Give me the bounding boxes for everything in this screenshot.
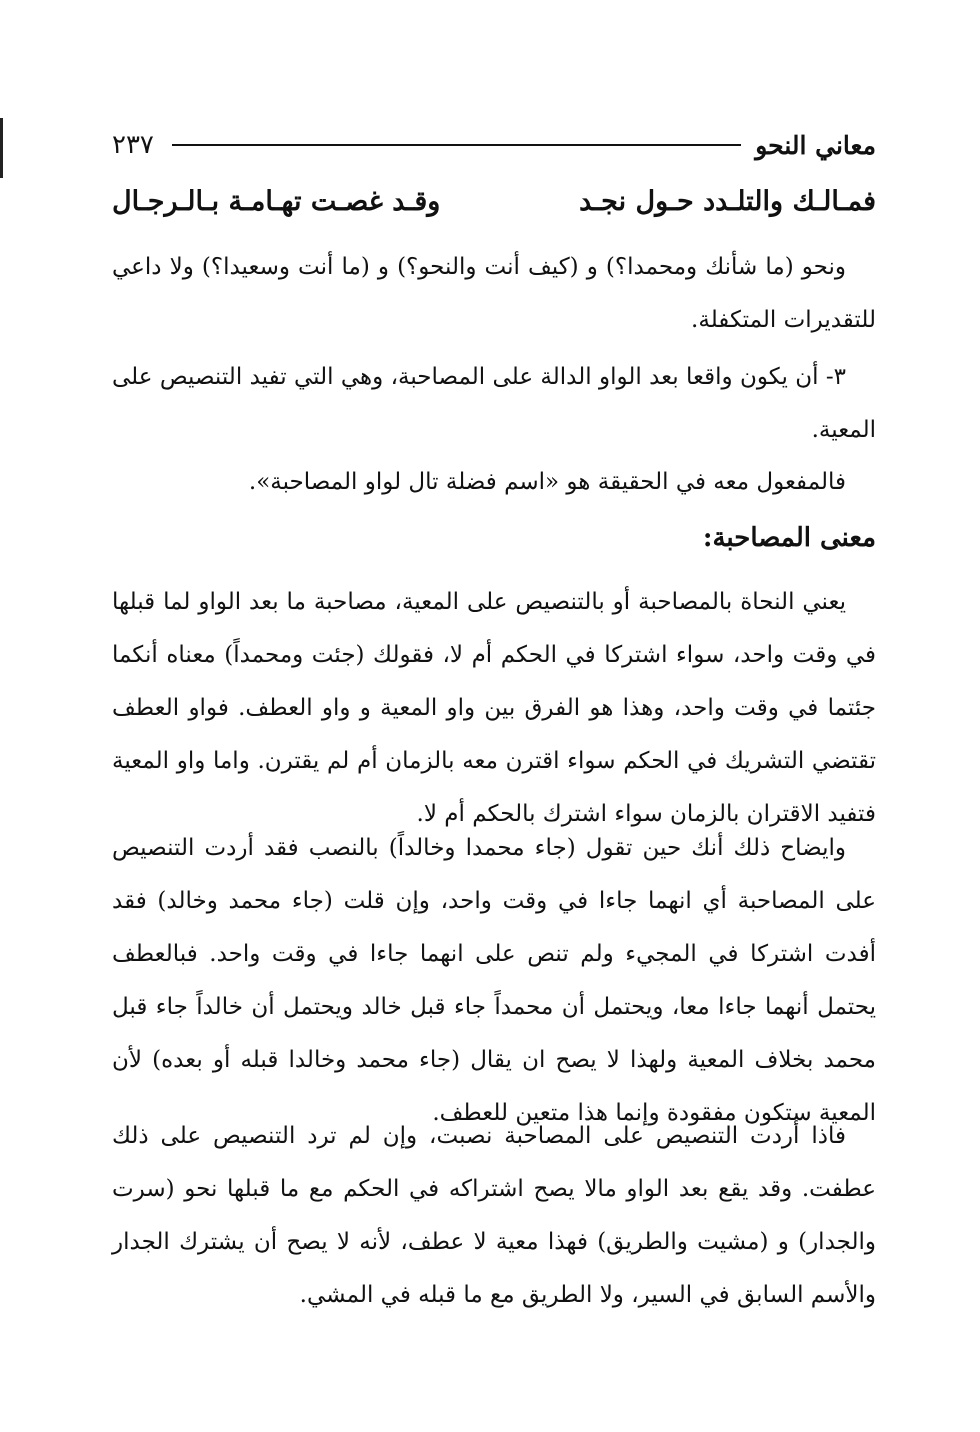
body-paragraph-1: يعني النحاة بالمصاحبة أو بالتنصيص على المعية، مصاحبة ما بعد الواو لما قبلها في وقت واحد، سواء اشتركا في الحكم أم لا، فقولك (جئت ومحمداً) معناه أنكما جئتما في وقت واحد، وهذا هو الفرق بين واو المعية و واو العطف. فواو العطف تقتضي التشريك في الحكم سواء اقترن معه بالزمان أم لم يقترن. واما واو المعية فتفيد الاقتران بالزمان سواء اشترك بالحكم أم لا. [112, 589, 876, 827]
page-number: ٢٣٧ [112, 130, 154, 160]
body-paragraph-2-block [112, 822, 876, 1140]
body-paragraph-1-block [112, 576, 876, 841]
condition-block [112, 351, 876, 457]
body-paragraph-3: فاذا أردت التنصيص على المصاحبة نصبت، وإن لم ترد التنصيص على ذلك عطفت. وقد يقع بعد الواو مالا يصح اشتراكه في الحكم مع ما قبلها نحو (سرت والجدار) و (مشيت والطريق) فهذا معية لا عطف، لأنه لا يصح أن يشترك الجدار والأسم السابق في السير، ولا الطريق مع ما قبله في المشي. [112, 1123, 876, 1308]
examples-paragraph-block [112, 241, 876, 347]
definition-block [112, 456, 876, 509]
body-paragraph-3-block [112, 1110, 876, 1322]
definition-paragraph: فالمفعول معه في الحقيقة هو «اسم فضلة تال لواو المصاحبة». [248, 469, 846, 495]
section-heading: معنى المصاحبة: [702, 523, 876, 553]
scan-edge-mark [0, 118, 3, 178]
header-rule [172, 144, 741, 146]
body-paragraph-2: وايضاح ذلك أنك حين تقول (جاء محمدا وخالداً) بالنصب فقد أردت التنصيص على المصاحبة أي انهما جاءا في وقت واحد، وإن قلت (جاء محمد وخالد) فقد أفدت اشتركا في المجيء ولم تنص على انهما جاءا في وقت واحد. فبالعطف يحتمل أنهما جاءا معا، ويحتمل أن محمداً جاء قبل خالد ويحتمل أن خالداً جاء قبل محمد بخلاف المعية ولهذا لا يصح ان يقال (جاء محمد وخالدا قبله أو بعده) لأن المعية ستكون مفقودة وإنما هذا متعين للعطف. [112, 835, 876, 1126]
poetry-verse [112, 176, 876, 226]
verse-left-hemistich: وقـد غصـت تهـامـة بـالـرجـال [112, 185, 441, 217]
page-header [112, 125, 876, 165]
book-title: معاني النحو [755, 130, 876, 160]
examples-paragraph: ونحو (ما شأنك ومحمدا؟) و (كيف أنت والنحو؟) و (ما أنت وسعيدا؟) ولا داعي للتقديرات المتكفلة. [112, 254, 876, 333]
condition-three-paragraph: ٣- أن يكون واقعا بعد الواو الدالة على المصاحبة، وهي التي تفيد التنصيص على المعية. [112, 364, 876, 443]
book-page [112, 0, 876, 1432]
verse-right-hemistich: فمـالـك والتلـدد حـول نجـد [579, 185, 876, 217]
